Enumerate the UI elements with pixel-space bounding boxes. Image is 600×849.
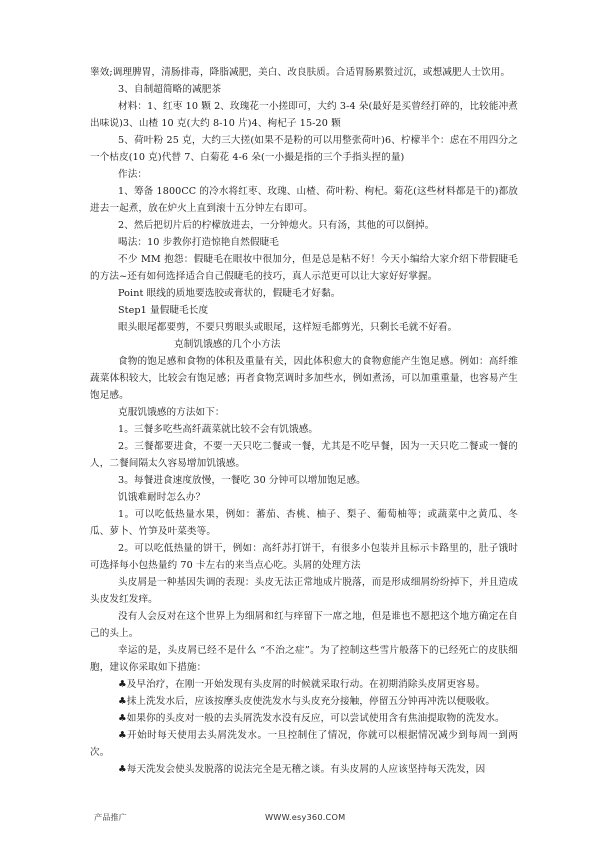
paragraph-dandruff-place: 没有人会反对在这个世界上为细屑和红与痒留下一席之地，但是谁也不愿把这个地方确定在自己的头上。 xyxy=(90,611,518,639)
paragraph-dandruff-def: 头皮屑是一种基因失调的表现：头皮无法正常地成片脱落，而是形成细屑纷纷掉下，并且造成头皮发红发痒。 xyxy=(90,577,518,605)
bullet-tar-shampoo: ♣如果你的头皮对一般的去头屑洗发水没有反应，可以尝试使用含有焦油提取物的洗发水。 xyxy=(118,713,505,724)
footer-website: WWW.esy360.COM xyxy=(265,812,346,822)
paragraph-trim: 眼头眼尾都要剪，不要只剪眼头或眼尾，这样短毛都剪光，只剩长毛就不好看。 xyxy=(118,322,458,333)
footer-label: 产品推广 xyxy=(94,812,127,822)
paragraph-ingredients-2: 5、荷叶粉 25 克，大约三大搓(如果不是粉的可以用整张荷叶)6、柠檬半个：虑在不用四分之一个枯皮(10 克)代替 7、白菊花 4-6 朵(一小撮是指的三个手指头捏的量) xyxy=(90,135,518,163)
heading-hunger: 克制饥饿感的几个小方法 xyxy=(174,339,281,350)
paragraph-biscuits: 2。可以吃低热量的饼干，例如：高纤苏打饼干，有很多小包装并且标示卡路里的，肚子饿时可选择每小包热量约 70 卡左右的来当点心吃。头屑的处理方法 xyxy=(90,543,518,571)
heading-drinking-and-lashes: 喝法：10 步教你打造惊艳自然假睫毛 xyxy=(118,237,279,248)
heading-method: 作法： xyxy=(118,169,148,180)
heading-diet-tea: 3、自制超简略的减肥茶 xyxy=(118,84,222,95)
paragraph-method-2: 2。三餐都要进食，不要一天只吃二餐或一餐，尤其是不吃早餐，因为一天只吃二餐或一餐的人，二餐间隔太久容易增加饥饿感。 xyxy=(90,441,518,469)
page-footer xyxy=(90,812,518,826)
paragraph-step-2: 2、然后把切片后的柠檬放进去，一分钟熄火。只有汤，其他的可以倒掉。 xyxy=(118,220,435,231)
paragraph-methods-intro: 克服饥饿感的方法如下： xyxy=(118,407,225,418)
document-body xyxy=(90,64,518,778)
paragraph-lashes-intro: 不少 MM 抱怨：假睫毛在眼妆中很加分，但是总是粘不好！今天小编给大家介绍下带假睫毛的方法~还有如何选择适合自己假睫毛的技巧，真人示范更可以让大家好好掌握。 xyxy=(90,254,518,282)
paragraph-method-3: 3。每餐进食速度放慢，一餐吃 30 分钟可以增加饱足感。 xyxy=(118,475,366,486)
paragraph-dandruff-good-news: 幸运的是，头皮屑已经不是什么 “不治之症”。为了控制这些雪片般落下的已经死亡的皮肤细胞，建议你采取如下措施： xyxy=(90,645,518,673)
bullet-daily-wash: ♣每天洗发会使头发脱落的说法完全是无稽之谈。有头皮屑的人应该坚持每天洗发，因 xyxy=(118,764,486,775)
bullet-daily-start: ♣开始时每天使用去头屑洗发水。一旦控制住了情况，你就可以根据情况减少到每周一到两次。 xyxy=(90,730,518,758)
bullet-treat-early: ♣及早治疗，在刚一开始发现有头皮屑的时候就采取行动。在初期消除头皮屑更容易。 xyxy=(118,679,486,690)
paragraph-point: Point 眼线的质地要选胶或膏状的，假睫毛才好黏。 xyxy=(118,288,341,299)
paragraph-ingredients-1: 材料：1、红枣 10 颗 2、玫瑰花一小搓即可，大约 3-4 朵(最好是买曾经打碎的，比较能冲煮出味说)3、山楂 10 克(大约 8-10 片)4、枸杞子 15-20 颗 xyxy=(90,101,518,129)
paragraph-step-1: 1、筹备 1800CC 的冷水将红枣、玫瑰、山楂、荷叶粉、枸杞。菊花(这些材料都是干的)都放进去一起煮，放在炉火上直到滚十五分钟左右即可。 xyxy=(90,186,518,214)
paragraph-satiety: 食物的饱足感和食物的体积及重量有关，因此体积愈大的食物愈能产生饱足感。例如：高纤维蔬菜体积较大，比较会有饱足感；再者食物烹调时多加些水，例如煮汤，可以加重重量，也容易产生饱足感。 xyxy=(90,356,518,401)
paragraph-effect: 睾效;调理脾胃，清肠排毒，降脂减肥，美白、改良肤质。合适胃肠累赘过沉，或想减肥人士饮用。 xyxy=(90,67,511,78)
paragraph-step1: Step1 量假睫毛长度 xyxy=(118,305,209,316)
bullet-massage: ♣抹上洗发水后，应该按摩头皮使洗发水与头皮充分接触，停留五分钟再冲洗以便吸收。 xyxy=(118,696,496,707)
paragraph-method-1: 1。三餐多吃些高纤蔬菜就比较不会有饥饿感。 xyxy=(118,424,319,435)
heading-when-hungry: 饥饿难耐时怎么办？ xyxy=(118,492,206,503)
paragraph-fruit: 1。可以吃低热量水果，例如：蕃茄、杏桃、柚子、梨子、葡萄柚等；或蔬菜中之黄瓜、冬瓜、萝卜、竹笋及叶菜类等。 xyxy=(90,509,518,537)
